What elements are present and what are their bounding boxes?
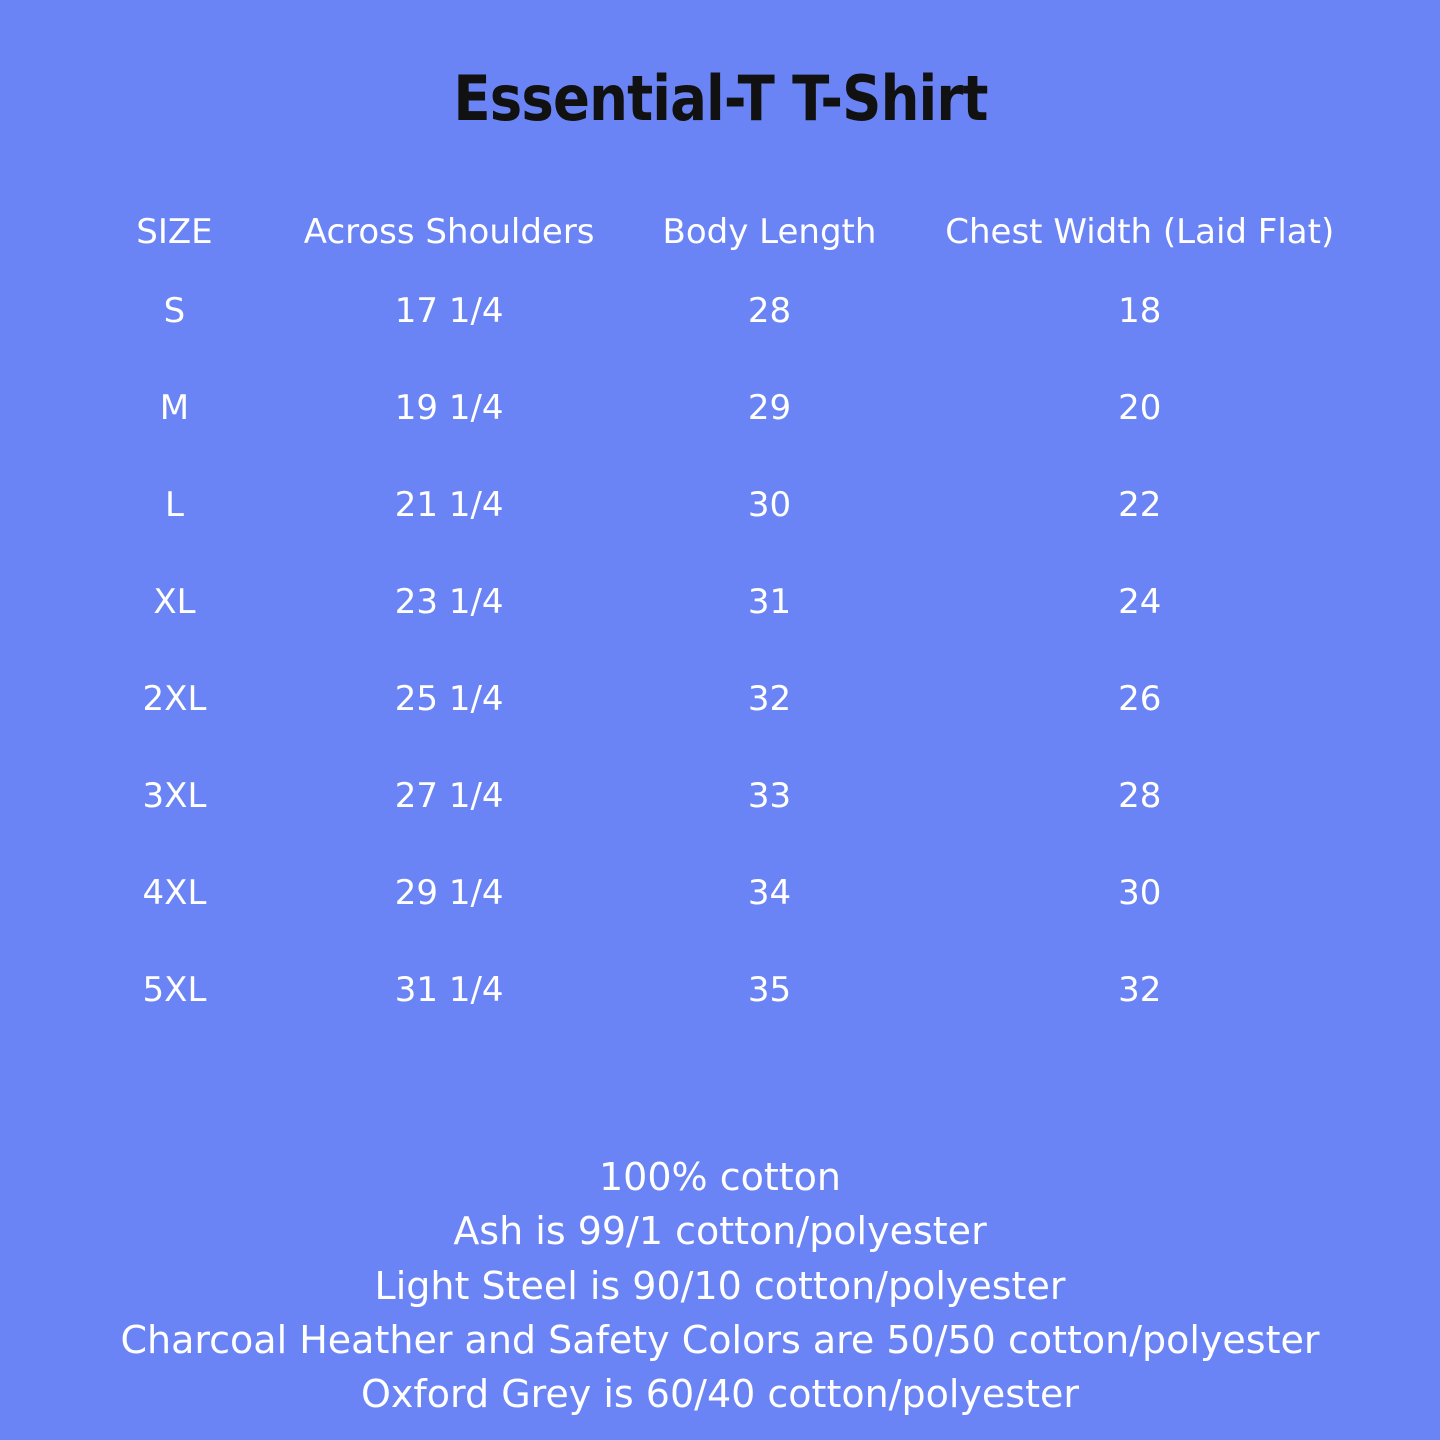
- column-header-across-shoulders: Across Shoulders: [303, 212, 595, 252]
- cell-length: 33: [747, 775, 792, 816]
- table-row: [75, 747, 1365, 844]
- cell-shoulders: 21 1/4: [394, 484, 504, 525]
- cell-chest: 30: [1118, 872, 1162, 913]
- table-row: [75, 553, 1365, 650]
- cell-size: S: [163, 290, 186, 331]
- fabric-note-line: Charcoal Heather and Safety Colors are 50/50 cotton/polyester: [120, 1317, 1320, 1362]
- cell-size: XL: [153, 581, 196, 622]
- size-chart-table: [75, 211, 1365, 1038]
- cell-length: 35: [747, 969, 792, 1010]
- table-row: [75, 359, 1365, 456]
- cell-chest: 26: [1118, 678, 1162, 719]
- cell-chest: 20: [1118, 387, 1162, 428]
- table-row: [75, 844, 1365, 941]
- fabric-note-line: Oxford Grey is 60/40 cotton/polyester: [361, 1372, 1079, 1417]
- page-title: Essential-T T-Shirt: [452, 62, 988, 135]
- cell-size: L: [164, 484, 184, 525]
- fabric-note-line: Ash is 99/1 cotton/polyester: [453, 1209, 987, 1254]
- cell-shoulders: 19 1/4: [394, 387, 504, 428]
- cell-length: 34: [747, 872, 792, 913]
- cell-length: 29: [747, 387, 792, 428]
- column-header-size: SIZE: [136, 212, 213, 252]
- cell-length: 30: [747, 484, 792, 525]
- table-row: [75, 650, 1365, 747]
- column-header-chest-width: Chest Width (Laid Flat): [945, 212, 1335, 252]
- cell-chest: 22: [1118, 484, 1162, 525]
- fabric-notes: [0, 1150, 1440, 1422]
- cell-shoulders: 29 1/4: [394, 872, 504, 913]
- table-row: [75, 456, 1365, 553]
- table-row: [75, 262, 1365, 359]
- cell-size: 5XL: [142, 969, 207, 1010]
- cell-shoulders: 17 1/4: [394, 290, 504, 331]
- column-header-body-length: Body Length: [662, 212, 877, 252]
- table-header-row: [75, 211, 1365, 262]
- fabric-note-line: Light Steel is 90/10 cotton/polyester: [374, 1263, 1066, 1308]
- cell-chest: 28: [1118, 775, 1162, 816]
- cell-length: 32: [747, 678, 792, 719]
- cell-shoulders: 25 1/4: [394, 678, 504, 719]
- cell-length: 31: [747, 581, 792, 622]
- cell-length: 28: [747, 290, 792, 331]
- cell-chest: 24: [1118, 581, 1162, 622]
- cell-chest: 18: [1118, 290, 1162, 331]
- cell-shoulders: 27 1/4: [394, 775, 504, 816]
- cell-size: 2XL: [142, 678, 207, 719]
- cell-size: M: [159, 387, 190, 428]
- cell-shoulders: 23 1/4: [394, 581, 504, 622]
- cell-shoulders: 31 1/4: [394, 969, 504, 1010]
- table-row: [75, 941, 1365, 1038]
- fabric-note-line: 100% cotton: [599, 1155, 841, 1199]
- cell-chest: 32: [1118, 969, 1162, 1010]
- cell-size: 4XL: [142, 872, 207, 913]
- cell-size: 3XL: [142, 775, 207, 816]
